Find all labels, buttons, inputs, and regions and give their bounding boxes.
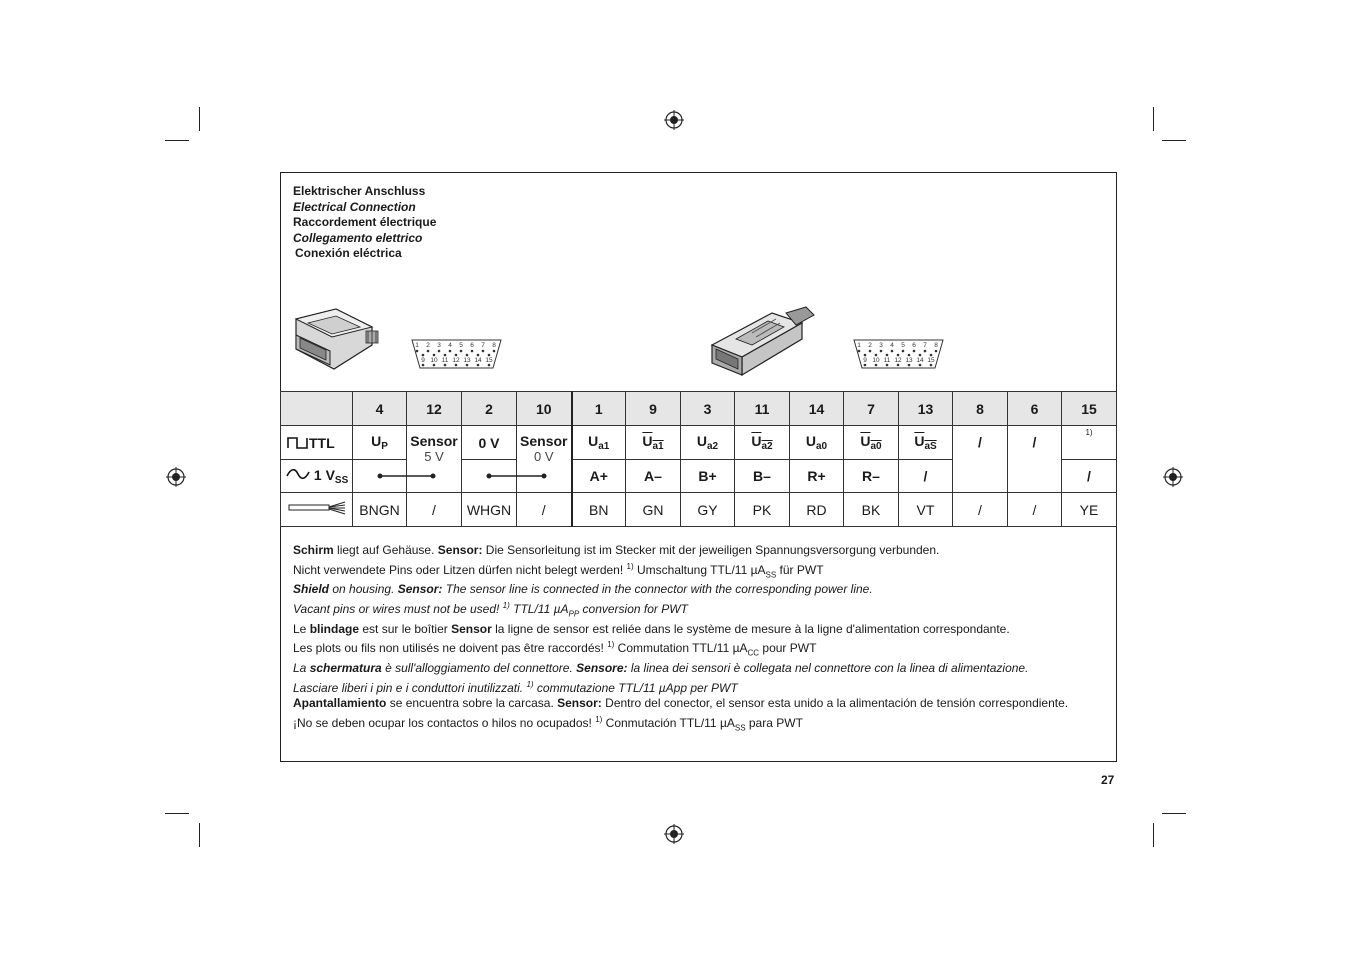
pin-dot: [930, 354, 933, 357]
wire-color-cell: GY: [681, 493, 735, 527]
note-en-2: Vacant pins or wires must not be used! $^{1)}$ TTL/11 µA$_{PP}$ conversion for PWT: [293, 600, 688, 619]
wire-color-cell: /: [1008, 493, 1062, 527]
cell-pin15-ttl: 1): [1062, 426, 1117, 460]
crop-mark: [165, 140, 189, 141]
pin-label: 3: [879, 342, 883, 349]
cell-pin3-vss: B+: [681, 460, 735, 493]
wire-color-cell: WHGN: [462, 493, 517, 527]
pin-label: 5: [901, 342, 905, 349]
note-it-2: Lasciare liberi i pin e i conduttori inutilizzati. $^{1)}$ commutazione TTL/11 µApp per PWT: [293, 679, 738, 695]
pin-dot: [864, 364, 867, 367]
cell-pin4-ttl: $U_P$: [353, 426, 407, 460]
sine-wave-icon: [286, 468, 310, 480]
registration-mark-icon: [664, 824, 684, 844]
pin-label: 2: [868, 342, 872, 349]
cell-pin11-ttl: $U_{a2}$: [735, 426, 790, 460]
pin-label: 5: [459, 342, 463, 349]
title-block: [293, 184, 436, 262]
pin-label: 8: [934, 342, 938, 349]
pin-dot: [875, 354, 878, 357]
pin-dot: [449, 350, 452, 353]
cell-pin14-ttl: $U_{a0}$: [790, 426, 844, 460]
pin-label: 6: [470, 342, 474, 349]
sub-d-connector-illustration: [290, 305, 382, 375]
pin-assignment-table: [280, 391, 1117, 527]
cell-pin12-ttl: Sensor 5 V: [407, 426, 462, 493]
crop-mark: [1153, 823, 1154, 847]
pin-dot: [864, 354, 867, 357]
pin-dot: [427, 350, 430, 353]
pin-label: 8: [492, 342, 496, 349]
pin-dot: [460, 350, 463, 353]
cell-pin2-ttl: 0 V: [462, 426, 517, 460]
pin-number: 13: [899, 392, 953, 426]
table-row-wire-colors: [281, 493, 1117, 527]
cell-pin9-vss: A–: [626, 460, 681, 493]
note-it-1: La schermatura è sull'alloggiamento del connettore. Sensore: la linea dei sensori è collegata nel connettore con la linea di alimentazione.: [293, 661, 1029, 676]
pin-number: 12: [407, 392, 462, 426]
sensor-link-line: [379, 469, 433, 483]
pin-number: 9: [626, 392, 681, 426]
pin-dot: [422, 364, 425, 367]
pin-dot: [908, 364, 911, 367]
cable-icon: [287, 501, 347, 515]
pin-label: 15: [485, 357, 493, 364]
pin-dot: [416, 350, 419, 353]
pin-dot: [869, 350, 872, 353]
ttl-label: TTL: [309, 434, 335, 451]
pin-label: 12: [894, 357, 902, 364]
cell-pin14-vss: R+: [790, 460, 844, 493]
pin-number: 2: [462, 392, 517, 426]
wire-color-cell: BN: [572, 493, 626, 527]
pin-dot: [482, 350, 485, 353]
registration-mark-icon: [166, 467, 186, 487]
pin-layout-diagram: [409, 337, 504, 371]
pin-number: 14: [790, 392, 844, 426]
cell-pin3-ttl: $U_{a2}$: [681, 426, 735, 460]
cell-pin13-vss: /: [899, 460, 953, 493]
cell-pin4-vss: [353, 460, 407, 493]
pin-dot: [913, 350, 916, 353]
crop-mark: [1153, 107, 1154, 131]
pin-number: 11: [735, 392, 790, 426]
wire-color-cell: /: [953, 493, 1008, 527]
pin-dot: [935, 350, 938, 353]
pin-label: 2: [426, 342, 430, 349]
wire-row-label: [281, 493, 353, 527]
pin-number: 3: [681, 392, 735, 426]
page-number: 27: [1101, 773, 1115, 787]
title-es: Conexión eléctrica: [295, 246, 402, 260]
pin-label: 1: [857, 342, 861, 349]
crop-mark: [1162, 140, 1186, 141]
wire-color-cell: PK: [735, 493, 790, 527]
title-fr: Raccordement électrique: [293, 215, 437, 229]
pin-label: 11: [883, 357, 891, 364]
pin-dot: [897, 364, 900, 367]
cell-pin10-ttl: Sensor 0 V: [517, 426, 572, 493]
pin-dot: [466, 364, 469, 367]
cell-pin7-vss: R–: [844, 460, 899, 493]
note-fr-1: Le blindage est sur le boîtier Sensor la ligne de sensor est reliée dans le système de mesure à la ligne d'alimentation correspondante.: [293, 621, 1010, 636]
pin-dot: [493, 350, 496, 353]
registration-mark-icon: [1163, 467, 1183, 487]
notes-block: [293, 543, 1108, 736]
title-en: Electrical Connection: [293, 199, 416, 214]
pin-dot: [444, 364, 447, 367]
pin-dot: [438, 350, 441, 353]
cell-pin6-ttl: /: [1008, 426, 1062, 493]
pin-label: 11: [441, 357, 449, 364]
pin-dot: [919, 364, 922, 367]
title-de: Elektrischer Anschluss: [293, 184, 426, 198]
pin-label: 9: [863, 357, 867, 364]
pin-dot: [886, 364, 889, 367]
pin-dot: [477, 364, 480, 367]
cell-pin7-ttl: $U_{a0}$: [844, 426, 899, 460]
crop-mark: [199, 107, 200, 131]
square-wave-icon: [287, 437, 309, 449]
wire-color-cell: BK: [844, 493, 899, 527]
pin-dot: [930, 364, 933, 367]
pin-number: 8: [953, 392, 1008, 426]
pin-label: 3: [437, 342, 441, 349]
ttl-row-label: [281, 426, 353, 460]
pin-dot: [455, 354, 458, 357]
pin-label: 4: [890, 342, 894, 349]
crop-mark: [199, 823, 200, 847]
note-en-1: Shield on housing. Sensor: The sensor line is connected in the connector with the corresponding power line.: [293, 582, 873, 597]
registration-mark-icon: [664, 110, 684, 130]
pin-dot: [488, 354, 491, 357]
pin-label: 7: [481, 342, 485, 349]
pin-label: 15: [927, 357, 935, 364]
wire-color-cell: YE: [1062, 493, 1117, 527]
pin-label: 14: [474, 357, 482, 364]
cell-pin13-ttl: $U_{aS}$: [899, 426, 953, 460]
title-it: Collegamento elettrico: [293, 230, 423, 245]
cell-pin1-ttl: $U_{a1}$: [572, 426, 626, 460]
pin-label: 14: [916, 357, 924, 364]
pin-dot: [858, 350, 861, 353]
pin-dot: [444, 354, 447, 357]
pin-number: 6: [1008, 392, 1062, 426]
pin-dot: [924, 350, 927, 353]
pin-dot: [886, 354, 889, 357]
cell-pin15-vss: /: [1062, 460, 1117, 493]
pin-label: 13: [463, 357, 471, 364]
pin-layout-diagram: [851, 337, 946, 371]
pin-number: 7: [844, 392, 899, 426]
pin-label: 13: [905, 357, 913, 364]
wire-color-cell: /: [517, 493, 572, 527]
pin-dot: [919, 354, 922, 357]
table-row-ttl: [281, 426, 1117, 460]
cell-pin8-ttl: /: [953, 426, 1008, 493]
wire-color-cell: /: [407, 493, 462, 527]
pin-dot: [433, 354, 436, 357]
wire-color-cell: VT: [899, 493, 953, 527]
pin-dot: [902, 350, 905, 353]
cell-pin1-vss: A+: [572, 460, 626, 493]
pin-label: 1: [415, 342, 419, 349]
pin-dot: [875, 364, 878, 367]
pin-number: 10: [517, 392, 572, 426]
crop-mark: [165, 813, 189, 814]
wire-color-cell: BNGN: [353, 493, 407, 527]
pin-dot: [455, 364, 458, 367]
crop-mark: [1162, 813, 1186, 814]
header-blank-cell: [281, 392, 353, 426]
wire-color-cell: RD: [790, 493, 844, 527]
pin-label: 10: [430, 357, 438, 364]
pin-dot: [488, 364, 491, 367]
cell-pin11-vss: B–: [735, 460, 790, 493]
pin-label: 9: [421, 357, 425, 364]
pin-dot: [466, 354, 469, 357]
pin-number: 15: [1062, 392, 1117, 426]
note-es-2: ¡No se deben ocupar los contactos o hilos no ocupados! $^{1)}$ Conmutación TTL/11 µA$_{SS}$ para PWT: [293, 714, 803, 733]
pin-label: 4: [448, 342, 452, 349]
note-de-2: Nicht verwendete Pins oder Litzen dürfen nicht belegt werden! $^{1)}$ Umschaltung TTL/11 µA$_{SS}$ für PWT: [293, 561, 824, 579]
pin-label: 10: [872, 357, 880, 364]
pin-label: 12: [452, 357, 460, 364]
note-fr-2: Les plots ou fils non utilisés ne doivent pas être raccordés! $^{1)}$ Commutation TTL/11 µA$_{CC}$ pour PWT: [293, 640, 817, 658]
pin-dot: [891, 350, 894, 353]
cell-pin2-vss: [462, 460, 517, 493]
wire-color-cell: GN: [626, 493, 681, 527]
pin-label: 6: [912, 342, 916, 349]
pin-label: 7: [923, 342, 927, 349]
pin-number: 4: [353, 392, 407, 426]
pin-dot: [477, 354, 480, 357]
pin-dot: [908, 354, 911, 357]
table-header-row: [281, 392, 1117, 426]
pin-dot: [471, 350, 474, 353]
pin-dot: [880, 350, 883, 353]
pin-dot: [433, 364, 436, 367]
sensor-link-line: [488, 469, 544, 483]
pin-dot: [422, 354, 425, 357]
cell-pin9-ttl: $U_{a1}$: [626, 426, 681, 460]
pin-number: 1: [572, 392, 626, 426]
note-es-1: Apantallamiento se encuentra sobre la carcasa. Sensor: Dentro del conector, el sensor esta unido a la alimentación de tensión correspondiente.: [293, 696, 1069, 711]
vss-row-label: 1 $V_{SS}$: [281, 460, 353, 493]
pin-dot: [897, 354, 900, 357]
note-de-1: Schirm liegt auf Gehäuse. Sensor: Die Sensorleitung ist im Stecker mit der jeweiligen Spannungsversorgung verbunden.: [293, 543, 940, 557]
sub-d-male-connector-illustration: [706, 305, 821, 383]
